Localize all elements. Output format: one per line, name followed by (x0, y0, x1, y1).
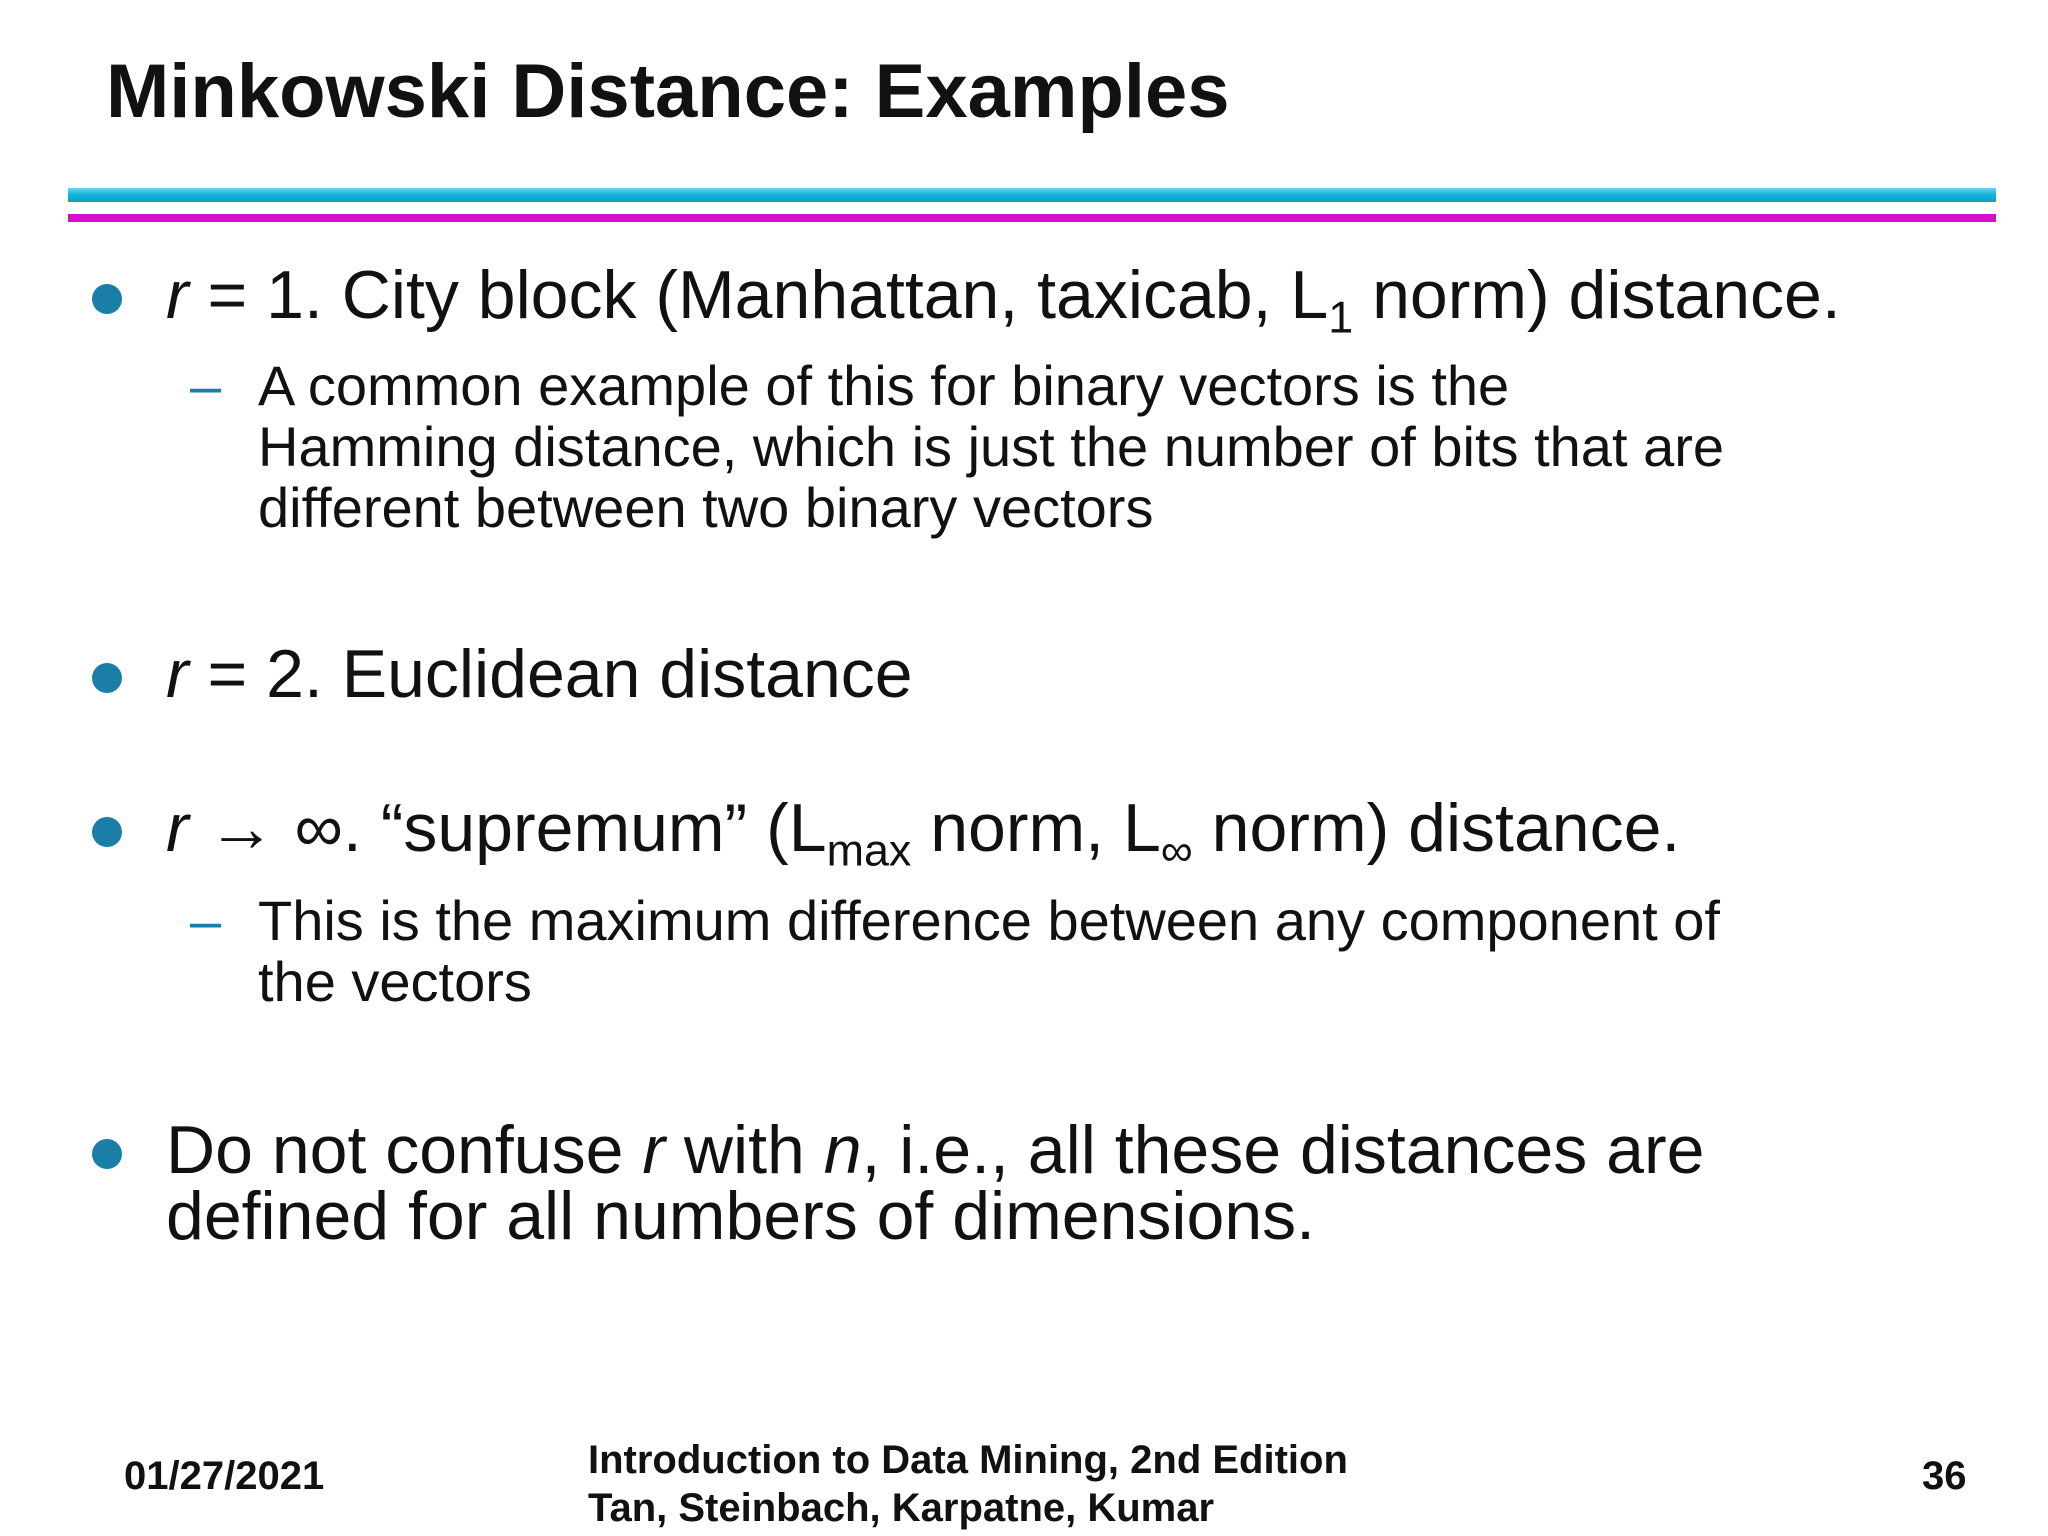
footer-book-credit (588, 1436, 1348, 1532)
footer-date: 01/27/2021 (124, 1454, 325, 1498)
subbullet-text-hamming: A common example of this for binary vectors is the Hamming distance, which is just the number of bits that are different between two binary vectors (258, 354, 1725, 539)
bullet-text-dimensions: Do not confuse r with n, i.e., all these distances are defined for all numbers of dimensions. (166, 1112, 1705, 1254)
variable-r: r (642, 1112, 665, 1188)
variable-r: r (166, 636, 189, 712)
bullet-text-manhattan: r = 1. City block (Manhattan, taxicab, $L_1$ norm) distance. (166, 257, 1841, 343)
variable-n: n (823, 1112, 862, 1188)
dash-marker: – (190, 889, 222, 952)
footer-authors: Tan, Steinbach, Karpatne, Kumar (588, 1486, 1215, 1530)
subscript-1: 1 (1328, 291, 1354, 343)
dash-marker: – (190, 354, 222, 417)
bullet-dot (92, 1139, 122, 1169)
bullet-text-euclidean: r = 2. Euclidean distance (166, 636, 913, 712)
bullet-dot (92, 284, 122, 314)
bullet-dot (92, 663, 122, 693)
subscript-max: max (826, 824, 912, 876)
title-rule-cyan (68, 188, 1996, 202)
variable-r: r (166, 257, 189, 333)
variable-r: r (166, 790, 189, 866)
subscript-infinity: ∞ (1160, 824, 1193, 876)
slide-title: Minkowski Distance: Examples (106, 49, 1230, 134)
footer-book-title: Introduction to Data Mining, 2nd Edition (588, 1438, 1348, 1482)
subbullet-text-max-difference: This is the maximum difference between any component of the vectors (258, 889, 1720, 1013)
page-number: 36 (1922, 1454, 1967, 1498)
title-rule-magenta (68, 214, 1996, 222)
bullet-dot (92, 817, 122, 847)
bullet-text-supremum: r → ∞. “supremum” ($L_{max}$ norm, $L_\infty$ norm) distance. (166, 790, 1681, 876)
